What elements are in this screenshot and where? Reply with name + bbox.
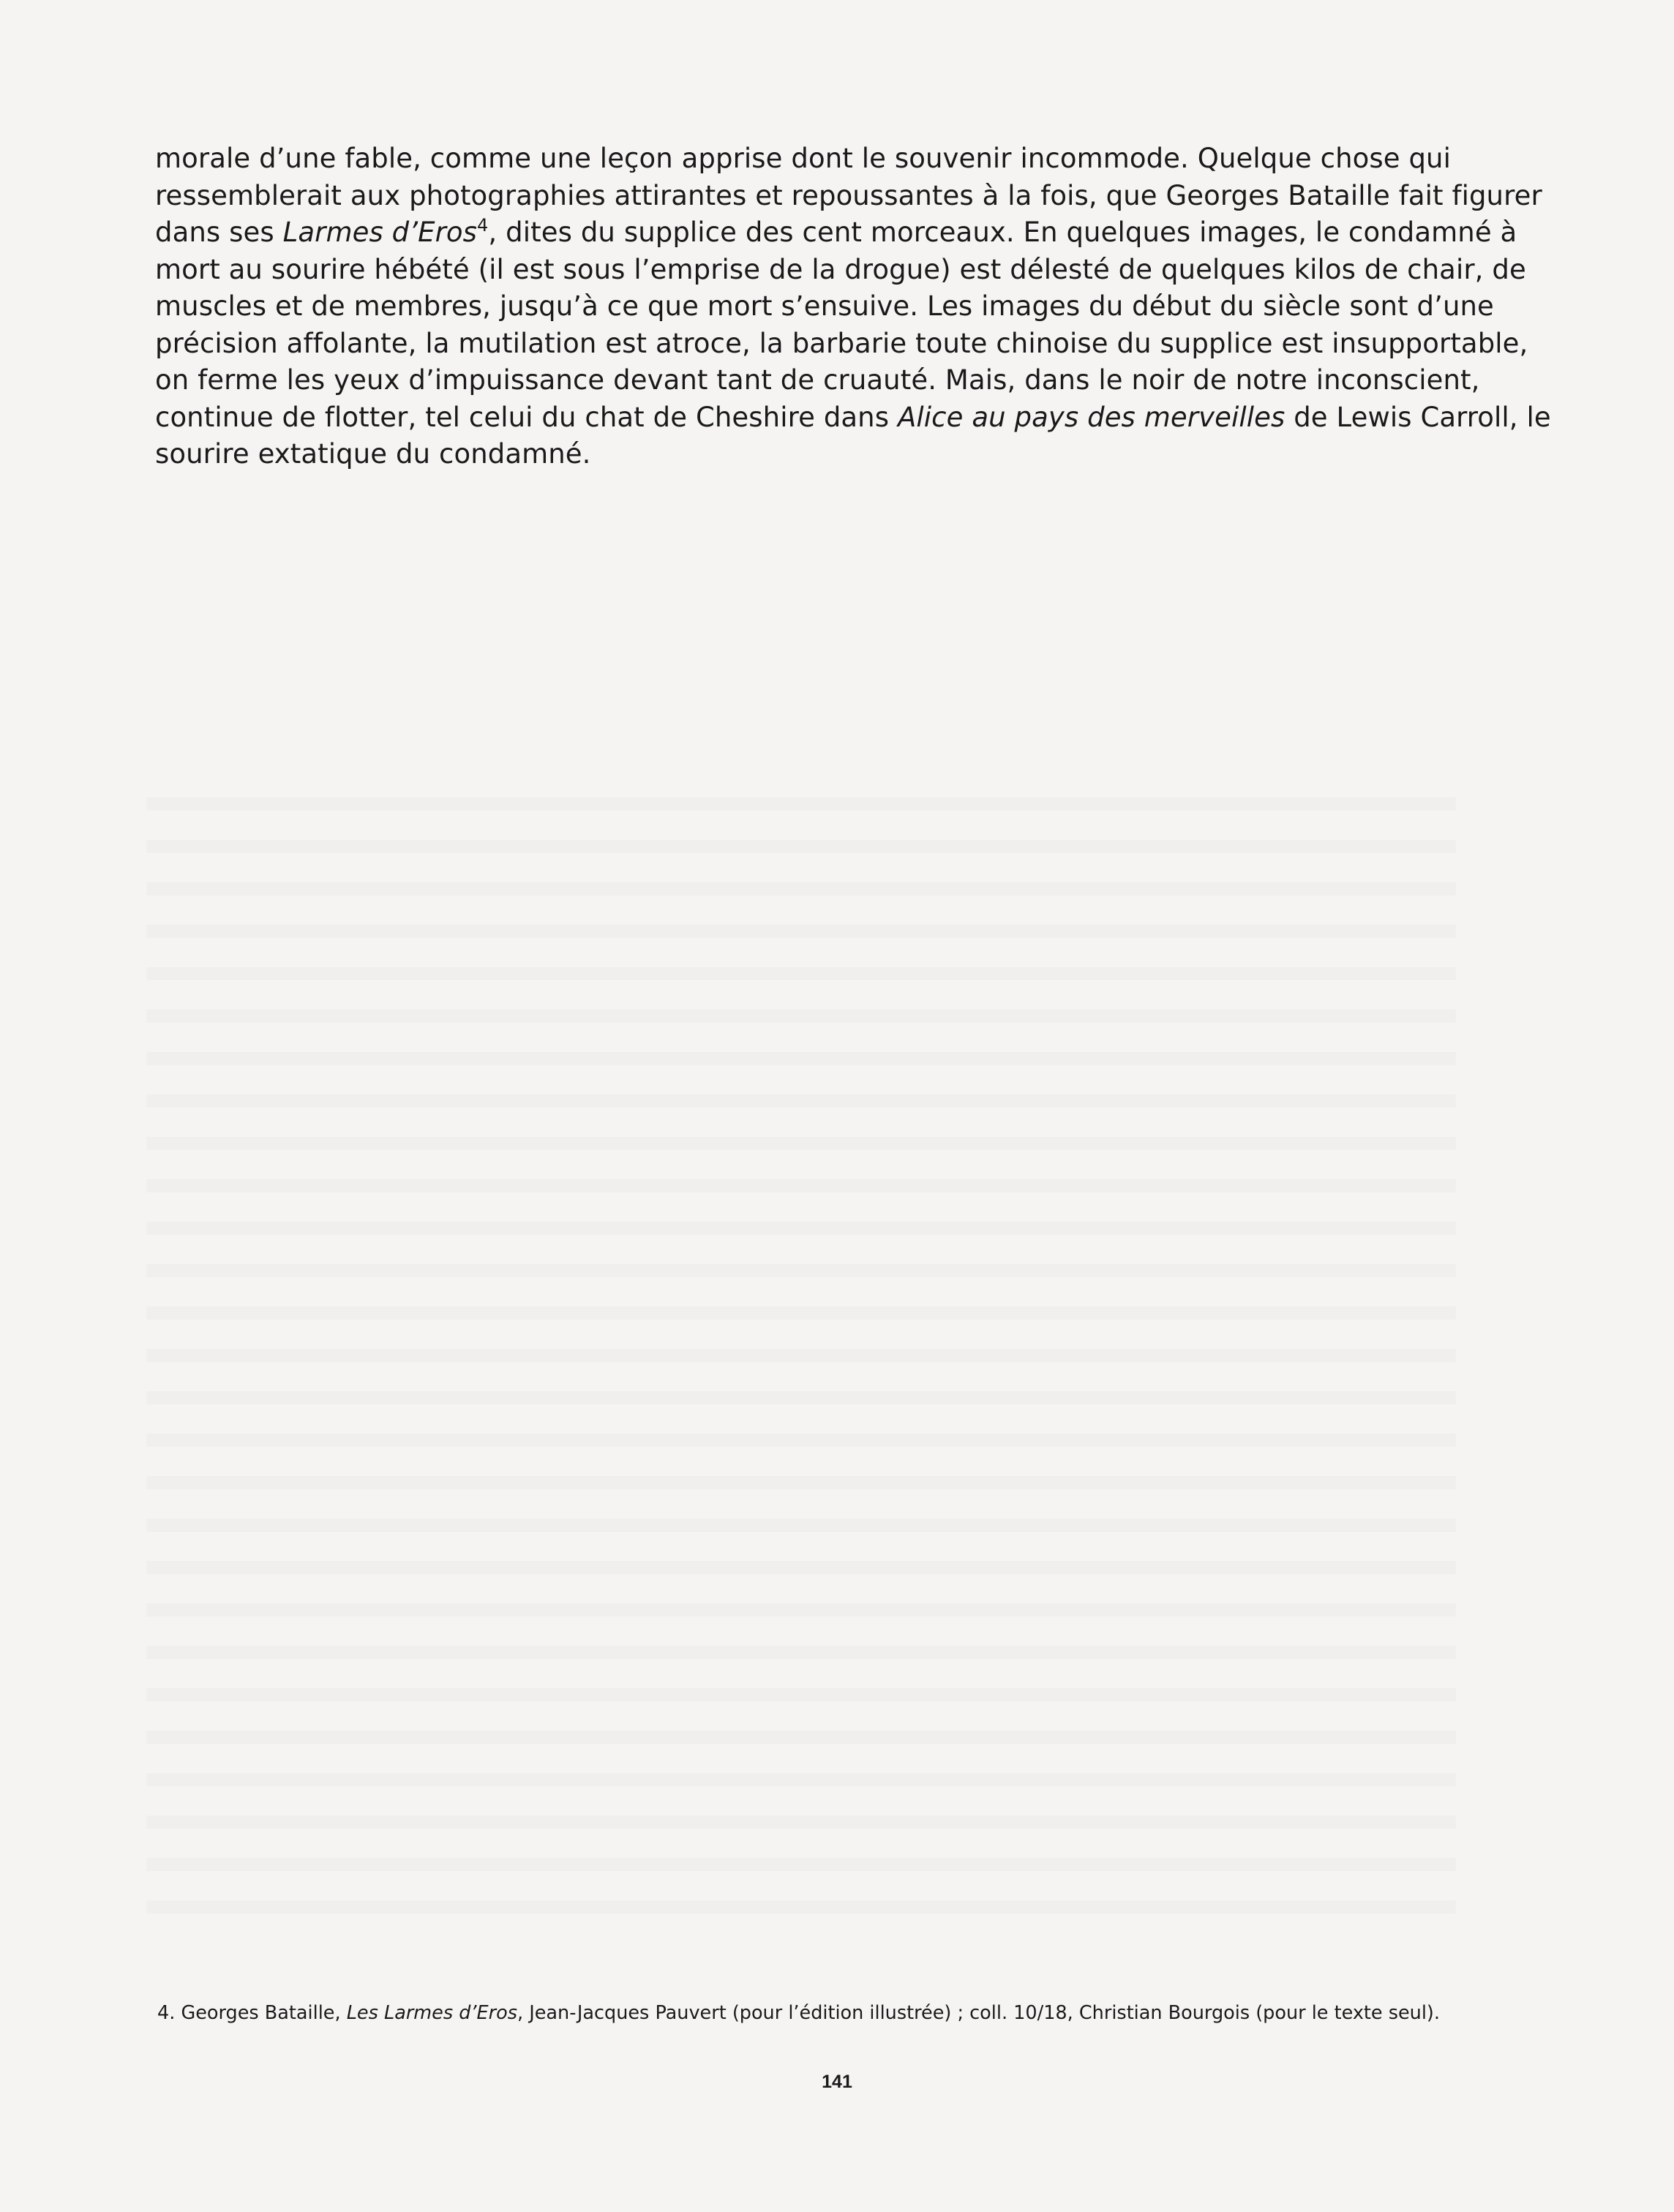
paragraph-line: mort au sourire hébété (il est sous l’emprise de la drogue) est délesté de quelques kilos de chair, de xyxy=(155,253,1526,285)
book-title-italic: Alice au pays des merveilles xyxy=(897,401,1285,433)
paragraph-line: morale d’une fable, comme une leçon apprise dont le souvenir incommode. Quelque chose qui xyxy=(155,143,1451,174)
footnote-publication: , Jean-Jacques Pauvert (pour l’édition illustrée) ; coll. 10/18, Christian Bourgois (pour le texte seul). xyxy=(517,2002,1440,2024)
paragraph-line: ressemblerait aux photographies attirantes et repoussantes à la fois, que Georges Bataille fait figurer xyxy=(155,179,1542,211)
paragraph-line: précision affolante, la mutilation est atroce, la barbarie toute chinoise du supplice est insupportable, xyxy=(155,327,1528,359)
bleed-through-texture xyxy=(146,768,1456,1938)
footnote-number: 4. xyxy=(157,2002,176,2024)
paragraph-line: continue de flotter, tel celui du chat de Cheshire dans Alice au pays des merveilles de Lewis Carroll, le xyxy=(155,401,1551,433)
book-title-italic: Larmes d’Eros xyxy=(282,217,478,248)
paragraph-line: dans ses Larmes d’Eros$^4$, dites du supplice des cent morceaux. En quelques images, le condamné à xyxy=(155,215,1517,248)
body-paragraph xyxy=(155,140,1551,473)
page-number: 141 xyxy=(822,2072,852,2092)
footnote-author: Georges Bataille, xyxy=(175,2002,347,2024)
footnote-title: Les Larmes d’Eros xyxy=(346,2002,518,2024)
footnote-reference: 4 xyxy=(477,215,489,236)
paragraph-line: muscles et de membres, jusqu’à ce que mort s’ensuive. Les images du début du siècle sont d’une xyxy=(155,290,1494,322)
paragraph-line: on ferme les yeux d’impuissance devant tant de cruauté. Mais, dans le noir de notre inconscient, xyxy=(155,364,1480,396)
paragraph-line: sourire extatique du condamné. xyxy=(155,438,591,470)
footnote xyxy=(157,2001,1440,2025)
